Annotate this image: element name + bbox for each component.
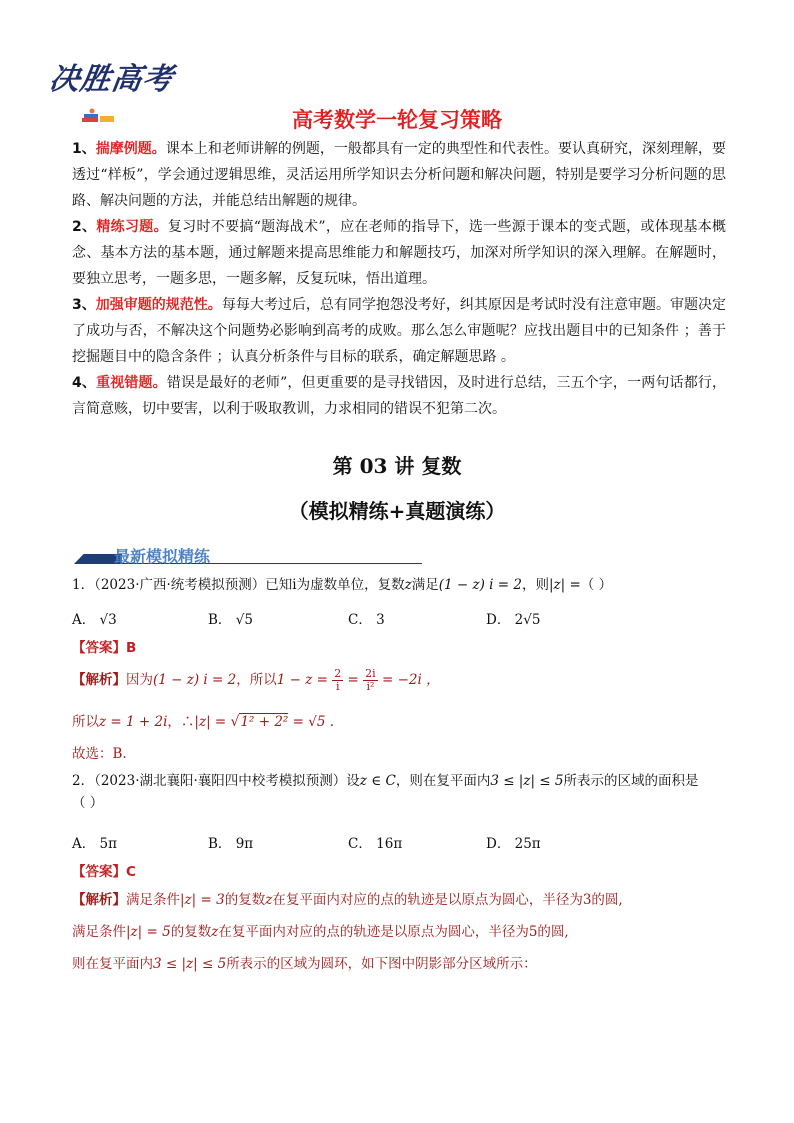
logo-text: 决胜高考 — [47, 62, 176, 97]
option-c: C． 3 — [348, 612, 385, 628]
question-number: 2． — [72, 773, 95, 789]
strategy-body: 复习时不要搞“题海战术”，应在老师的指导下，选一些源于课本的变式题，或体现基本概念、基本方法的基本题，通过解题来提高思维能力和解题技巧，加深对所学知识的深入理解。在解题时，要独立思考，一题多思，一题多解，反复玩味，悟出道理。 — [72, 219, 727, 287]
lecture-title: 第 03 讲 复数 — [332, 454, 462, 478]
strategy-heading: 精练习题。 — [96, 219, 168, 235]
answer-blank: （ ） — [72, 795, 104, 811]
analysis-line-2: 满足条件|z| = 5的复数z在复平面内对应的点的轨迹是以原点为圆心，半径为5的圆, — [72, 924, 569, 940]
strategy-item — [72, 214, 726, 292]
analysis-line-1: 【解析】因为(1 − z) i = 2，所以1 − z = $\frac{2}{i}$ = $\frac{2i}{\text{i²}}$ = −2i ， — [72, 667, 440, 693]
strategy-item — [72, 370, 726, 422]
answer-value: B — [126, 640, 137, 656]
question-2-stem: 2．（2023·湖北襄阳·襄阳四中校考模拟预测）设z ∈ C，则在复平面内3 ≤ |z| ≤ 5所表示的区域的面积是 （ ） — [72, 773, 699, 811]
question-source: （2023·湖北襄阳·襄阳四中校考模拟预测） — [94, 773, 347, 789]
strategy-body: 每每大考过后，总有同学抱怨没考好，纠其原因是考试时没有注意审题。审题决定了成功与否，不解决这个问题势必影响到高考的成败。那么怎么审题呢？应找出题目中的已知条件 ；善于挖掘题目中的隐含条件 ；认真分析条件与目标的联系，确定解题思路 。 — [72, 297, 727, 365]
strategy-heading: 加强审题的规范性。 — [95, 297, 222, 313]
strategy-item — [72, 136, 726, 214]
question-text: 满足 — [411, 577, 439, 593]
strategy-list — [72, 136, 726, 422]
analysis-conclusion: 故选：B. — [72, 746, 127, 762]
option-d: D． 25π — [486, 836, 541, 852]
document-title: 高考数学一轮复习策略 — [292, 108, 502, 132]
strategy-heading: 揣摩例题。 — [95, 141, 166, 157]
strategy-number: 1、 — [72, 141, 96, 157]
fraction: $\frac{2i}{\text{i²}}$ — [365, 667, 376, 693]
answer-line — [72, 860, 136, 880]
fraction: $\frac{2}{i}$ — [334, 667, 342, 693]
option-a: A． √3 — [72, 612, 117, 628]
strategy-body: 错误是最好的老师”，但更重要的是寻找错因，及时进行总结，三五个字，一两句话都行，言简意赅，切中要害，以利于吸取教训，力求相同的错误不犯第二次。 — [72, 375, 727, 417]
option-a: A． 5π — [72, 836, 118, 852]
question-number: 1． — [72, 577, 95, 593]
answer-value: C — [126, 864, 136, 880]
question-source: （2023·广西·统考模拟预测） — [94, 577, 266, 593]
option-b: B． √5 — [208, 612, 253, 628]
strategy-number: 4、 — [72, 375, 97, 391]
answer-blank: （ ） — [580, 577, 613, 593]
strategy-item — [72, 292, 726, 370]
question-1-stem — [72, 574, 728, 596]
option-b: B． 9π — [208, 836, 254, 852]
question-text: 已知i为虚数单位，复数 — [265, 577, 405, 593]
analysis-line-1: 【解析】满足条件|z| = 3的复数z在复平面内对应的点的轨迹是以原点为圆心，半径为3的圆, — [72, 892, 623, 908]
math-expression: z ∈ C — [359, 773, 396, 789]
strategy-heading: 重视错题。 — [96, 375, 167, 391]
option-c: C． 16π — [348, 836, 403, 852]
math-var: z — [404, 577, 412, 593]
strategy-body: 课本上和老师讲解的例题，一般都具有一定的典型性和代表性。要认真研究，深刻理解，要透过“样板”，学会通过逻辑思维，灵活运用所学知识去分析问题和解决问题，特别是要学习分析问题的思路、解决问题的方法，并能总结出解题的规律。 — [72, 141, 727, 209]
math-expression: 3 ≤ |z| ≤ 5 — [490, 773, 564, 789]
analysis-line-3: 则在复平面内3 ≤ |z| ≤ 5所表示的区域为圆环，如下图中阴影部分区域所示： — [72, 956, 537, 972]
lecture-subtitle: （模拟精练+真题演练） — [288, 499, 506, 523]
analysis-line-2: 所以z = 1 + 2i，∴|z| = √1² + 2² = √5 . — [72, 714, 335, 730]
section-header — [74, 544, 434, 570]
section-label: 最新模拟精练 — [114, 547, 211, 566]
strategy-number: 2、 — [72, 219, 97, 235]
square-root: 1² + 2² — [240, 714, 289, 730]
answer-tag: 【答案】 — [72, 864, 126, 880]
answer-tag: 【答案】 — [72, 640, 126, 656]
analysis-tag: 【解析】 — [72, 672, 126, 688]
question-text: ，则 — [521, 577, 549, 593]
analysis-tag: 【解析】 — [72, 892, 126, 908]
math-expression: (1 − z) i = 2 — [438, 577, 522, 593]
option-d: D． 2√5 — [486, 612, 541, 628]
answer-line — [72, 636, 136, 656]
math-expression: |z| = — [548, 577, 581, 593]
strategy-number: 3、 — [72, 297, 96, 313]
